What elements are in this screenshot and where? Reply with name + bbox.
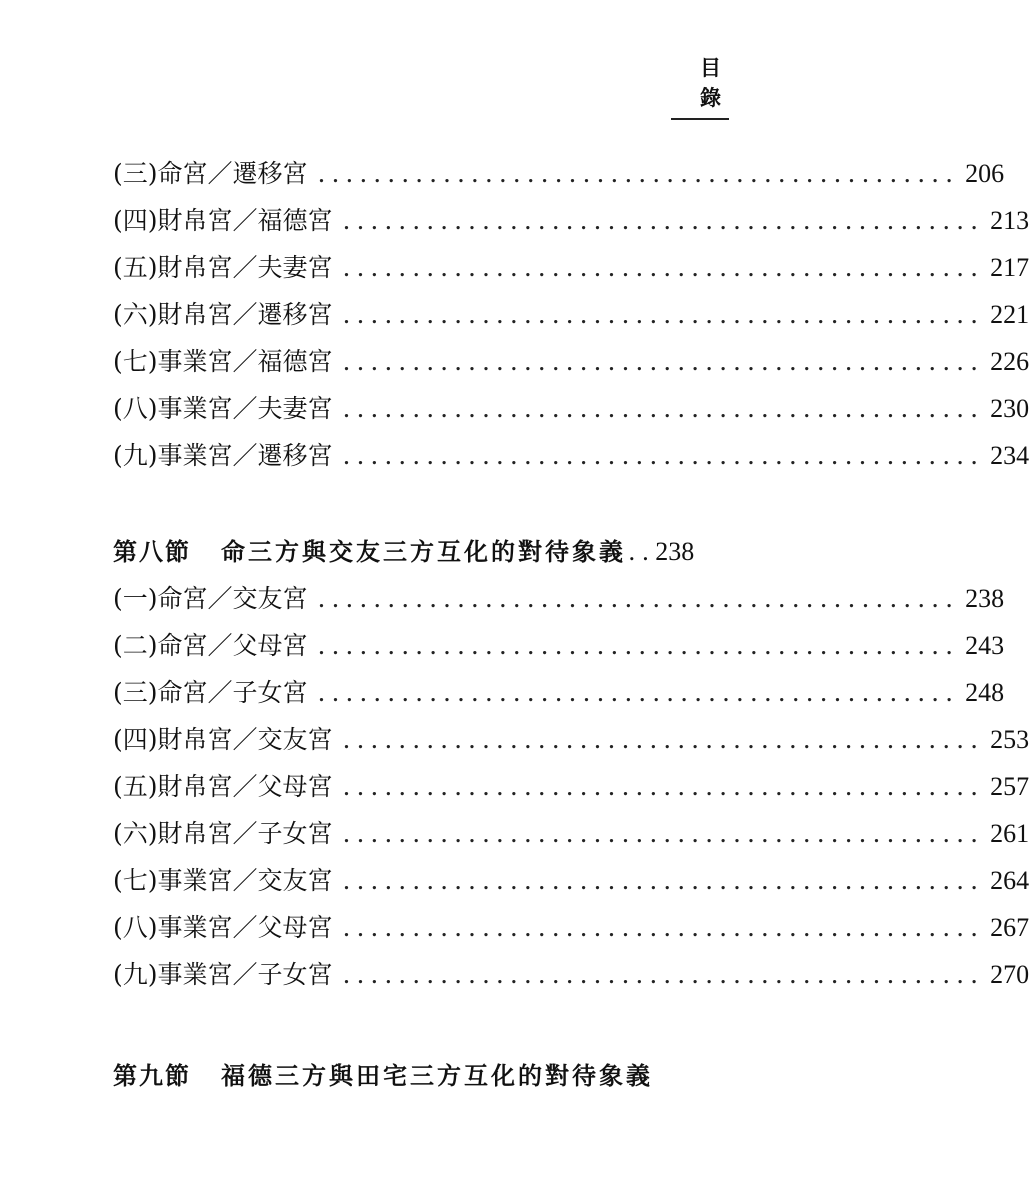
toc-entry[interactable] [113,763,1029,810]
toc-entry-label: (二)命宮／父母宮 [113,631,308,660]
toc-entry-page: 257 [990,772,1029,801]
leader-dots: .............................................. [342,913,985,942]
toc-entry-page: 226 [990,347,1029,376]
toc-entry-label: (七)事業宮／福德宮 [113,347,333,376]
section-number: 第八節 [113,537,191,566]
toc-group-3 [113,1052,689,1099]
toc-entry-label: (六)財帛宮／遷移宮 [113,300,333,329]
toc-entry[interactable] [113,197,1029,244]
toc-entry-label: (四)財帛宮／交友宮 [113,725,333,754]
toc-entry[interactable] [113,857,1029,904]
toc-entry-page: 206 [965,159,1005,188]
toc-entry-label: (三)命宮／子女宮 [113,678,308,707]
leader-dots: .............................................. [342,394,985,423]
toc-group-1 [113,150,1029,479]
toc-entry-label: (五)財帛宮／夫妻宮 [113,253,333,282]
toc-entry-page: 261 [990,819,1029,848]
leader-dots: .............................................. [342,866,985,895]
section-page: 238 [655,537,695,566]
toc-entry-page: 230 [990,394,1029,423]
leader-dots: .............................................. [342,253,985,282]
toc-entry-page: 264 [990,866,1029,895]
toc-entry-page: 248 [965,678,1005,707]
toc-entry-label: (三)命宮／遷移宮 [113,159,308,188]
toc-entry-label: (一)命宮／交友宮 [113,584,308,613]
toc-entry[interactable] [113,575,1005,622]
toc-entry[interactable] [113,951,1029,998]
toc-entry-page: 267 [990,913,1029,942]
toc-entry[interactable] [113,150,1005,197]
leader-dots: .............................................. [342,441,985,470]
leader-dots: .............................................. [342,725,985,754]
toc-entry-page: 217 [990,253,1029,282]
toc-entry[interactable] [113,716,1029,763]
toc-entry-page: 238 [965,584,1005,613]
toc-entry-page: 270 [990,960,1029,989]
leader-dots: .............................................. [317,678,960,707]
leader-dots: .............................................. [342,772,985,801]
toc-entry-page: 234 [990,441,1029,470]
toc-entry-page: 221 [990,300,1029,329]
toc-entry-label: (八)事業宮／夫妻宮 [113,394,333,423]
section-title: 命三方與交友三方互化的對待象義 [221,537,626,566]
toc-entry[interactable] [113,338,1029,385]
toc-entry[interactable] [113,385,1029,432]
toc-group-2 [113,528,1029,998]
section-title: 福德三方與田宅三方互化的對待象義 [221,1061,653,1090]
toc-entry-label: (七)事業宮／交友宮 [113,866,333,895]
section-heading-8[interactable] [113,528,695,575]
leader-dots: .............................................. [317,159,960,188]
toc-entry[interactable] [113,622,1005,669]
leader-dots: .............................................. [342,206,985,235]
section-heading-9[interactable] [113,1052,689,1099]
toc-entry-page: 213 [990,206,1029,235]
leader-dots: .............................................. [342,347,985,376]
leader-dots: .............................................. [342,819,985,848]
running-header: 目 錄 [671,52,729,120]
toc-entry-label: (五)財帛宮／父母宮 [113,772,333,801]
section-number: 第九節 [113,1061,191,1090]
leader-dots: .............................................. [317,631,960,660]
toc-entry-label: (九)事業宮／遷移宮 [113,441,333,470]
toc-entry[interactable] [113,904,1029,951]
toc-entry-label: (四)財帛宮／福德宮 [113,206,333,235]
toc-entry-label: (六)財帛宮／子女宮 [113,819,333,848]
leader-dots: .............................................. [317,584,960,613]
toc-entry[interactable] [113,432,1029,479]
toc-entry[interactable] [113,291,1029,338]
leader-dots: .............................................. [342,960,985,989]
toc-entry-page: 243 [965,631,1005,660]
toc-entry-page: 253 [990,725,1029,754]
leader-dots: .. [628,538,656,566]
toc-entry[interactable] [113,244,1029,291]
leader-dots: .............................................. [342,300,985,329]
toc-entry-label: (九)事業宮／子女宮 [113,960,333,989]
toc-entry-label: (八)事業宮／父母宮 [113,913,333,942]
toc-entry[interactable] [113,810,1029,857]
toc-entry[interactable] [113,669,1005,716]
